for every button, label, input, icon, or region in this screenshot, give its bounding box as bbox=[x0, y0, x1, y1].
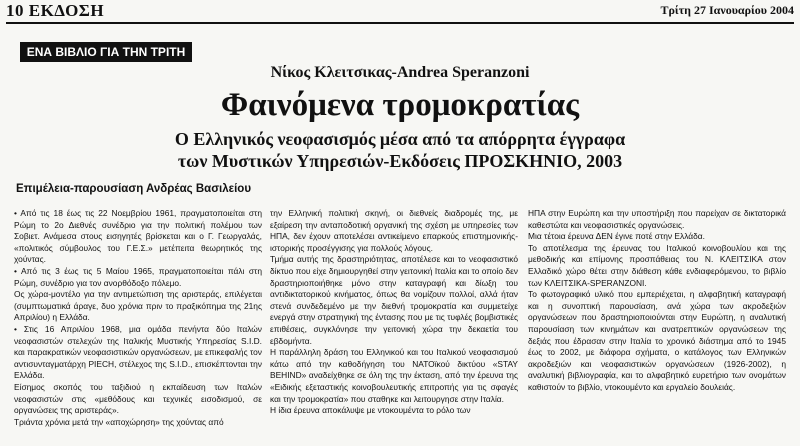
paragraph: Η ίδια έρευνα αποκάλυψε με ντοκουμέντα το ρόλο των bbox=[270, 405, 471, 416]
article-column-3 bbox=[528, 208, 786, 394]
paragraph: Το αποτέλεσμα της έρευνας του Ιταλικού κοινοβουλίου και της μεθοδικής και επίμονης προσπάθειας του Ν. ΚΛΕΙΤΣΙΚΑ στον Ελλαδικό χώρο θέτει στην διάθεση κάθε ενδιαφερόμενου, το βιβλίο των ΚΛΕΙΤΣΙΚΑ-SPERANZONI. bbox=[528, 242, 786, 288]
paragraph: ΗΠΑ στην Ευρώπη και την υποστήριξη που παρείχαν σε δικτατορικά καθεστώτα και νεοφασιστικές οργανώσεις. bbox=[528, 208, 786, 230]
article-title: Φαινόμενα τρομοκρατίας bbox=[220, 87, 580, 123]
paragraph: Το φωτογραφικό υλικό που εμπεριέχεται, η αλφαβητική καταγραφή και η συνοπτική παρουσίαση, ανά χώρα των ακροδεξιών οργανώσεων που δραστηριοποιούνται στην Ευρώπη, η αναλυτική παρουσίαση των κινημάτων και ανατρεπτικών οργανώσεων της δεξιάς που έδρασαν στην Ιταλία το χρονικό διάστημα από το 1945 έως το 2002, με διάφορα σχήματα, ο κατάλογος των Ελληνικών ακροδεξιών και νεοφασιστικών οργανώσεων (1926-2002), η αναλυτική βιβλιογραφία, και το αλφαβητικό ευρετήριο των ονομάτων καθιστούν το βιβλίο, ντοκουμέντο και εργαλείο δουλειάς. bbox=[528, 289, 786, 392]
paragraph: Η παράλληλη δράση του Ελληνικού και του Ιταλικού νεοφασισμού κάτω από την καθοδήγηση του ΝΑΤΟϊκού δικτύου «STAY BEHIND» αναδείχθηκε σε όλη της την έκταση, από την έρευνα της «Ειδικής εξεταστικής κοινοβουλευτικής επιτροπής για τις σφαγές και την τρομοκρατία» που σταθηκε και λειτουργησε στην Ιταλία. bbox=[270, 347, 518, 404]
masthead bbox=[6, 2, 794, 24]
subtitle-line-2: των Μυστικών Υπηρεσιών-Εκδόσεις ΠΡΟΣΚΗΝΙΟ, 2003 bbox=[177, 151, 623, 171]
paragraph: Είσημος σκοπός του ταξιδιού η εκπαίδευση των Ιταλών νεοφασιστών στις «μεθόδους και τεχνικές εισοδισμού, σε οργανώσεις της αριστεράς». bbox=[14, 381, 262, 416]
paragraph: • Από τις 3 έως τις 5 Μαίου 1965, πραγματοποιείται πάλι στη Ρώμη, συνέδριο για τον ανορθόδοξο πόλεμο. bbox=[14, 265, 262, 288]
section-tag: ΕΝΑ ΒΙΒΛΙΟ ΓΙΑ ΤΗΝ ΤΡΙΤΗ bbox=[20, 42, 192, 62]
paragraph: Ος χώρα-μοντέλο για την αντιμετώπιση της αριστεράς, επιλέγεται (συμπτωματικά άραγε, δυο χρόνια πριν το πραξικόπημα της 21ης Απριλίου) η Ελλάδα. bbox=[14, 289, 262, 323]
article-subtitle bbox=[0, 128, 800, 172]
article-column-1 bbox=[14, 208, 262, 428]
paragraph: Τμήμα αυτής της δραστηριότητας, αποτέλεσε και το νεοφασιστικό δίκτυο που είχε δημιουργηθεί στην γειτονική Ιταλία και το οποίο δεν δραστηριοποιήθηκε μόνο στην καταγραφή και δίωξη του αντιδικτατορικού κινήματος, όπως θα νομίζουν πολλοί, αλλά ήταν στενά συνδεδεμένο με την διεθνή τρομοκρατία και συμμετείχε ενεργά στην στρατηγική της έντασης που με τις τυφλές βομβιστικές επιθέσεις, συγκλόνησε την γειτονική χώρα την δεκαετία του εβδομήντα. bbox=[270, 254, 518, 346]
article-column-2 bbox=[270, 208, 518, 417]
paragraph: • Από τις 18 έως τις 22 Νοεμβρίου 1961, πραγματοποιείται στη Ρώμη το 2ο Διεθνές συνέδριο για την πολιτική πολέμου των Σοβιετ. Ανάμεσα στους εισηγητές βρίσκεται και ο Γ. Γεωργαλάς, «πολιτικός σύμβουλος του Γ.Ε.Σ.» μετέπειτα θεωρητικός της χούντας. bbox=[14, 208, 262, 265]
paragraph: Τριάντα χρόνια μετά την «αποχώρηση» της χούντας από bbox=[14, 416, 224, 427]
issue-date: Τρίτη 27 Ιανουαρίου 2004 bbox=[660, 3, 794, 17]
paragraph: • Στις 16 Απριλίου 1968, μια ομάδα πενήντα δύο Ιταλών νεοφασιστών στελεχών της Ιταλικής Μυστικής Υπηρεσίας S.I.D. και παρακρατικών νεοφασιστικών οργανώσεων, με επικεφαλής τον αντισυνταγματάρχη PIECH, στέλεχος της S.I.D., επισκέπτονται την Ελλάδα. bbox=[14, 323, 262, 381]
paragraph: Μια τέτοια έρευνα ΔΕΝ έγινε ποτέ στην Ελλάδα. bbox=[528, 231, 705, 242]
subtitle-line-1: Ο Ελληνικός νεοφασισμός μέσα από τα απόρρητα έγγραφα bbox=[174, 129, 626, 149]
article-authors: Νίκος Κλειτσικας-Andrea Speranzoni bbox=[270, 64, 530, 81]
paragraph: την Ελληνική πολιτική σκηνή, οι διεθνείς διαδρομές της, με εξαίρεση την ανταποδοτική οργανική της σχέση με υπηρεσίες των ΗΠΑ, δεν έχουν αποτελέσει αντικείμενο επαρκούς επιστημονικής-ιστορικής προσέγγισης για πολλούς λόγους. bbox=[270, 208, 518, 253]
article-credit: Επιμέλεια-παρουσίαση Ανδρέας Βασιλείου bbox=[16, 183, 252, 195]
page-section-label: 10 ΕΚΔΟΣΗ bbox=[6, 1, 105, 20]
